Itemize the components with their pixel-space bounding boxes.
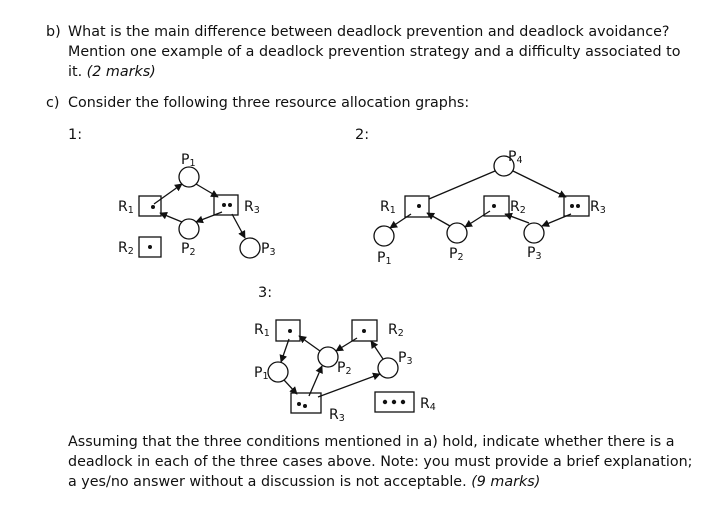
- graph3-r4-instance: [392, 400, 396, 404]
- graph2-r3-label: $R_3$: [590, 199, 606, 216]
- graph3-p2-node: [318, 347, 338, 367]
- graph2-p3-node: [524, 223, 544, 243]
- graph1-p2-label: $P_2$: [181, 241, 196, 258]
- graph3-r4-instance: [383, 400, 387, 404]
- graph3-edge-p1-r3: [284, 380, 297, 394]
- conclusion-line: Assuming that the three conditions mentioned in a) hold, indicate whether there is a: [68, 434, 675, 450]
- graph1-r1-node: [139, 196, 161, 216]
- graph2-r2-label: $R_2$: [510, 199, 526, 216]
- graph3-edge-r2-p2: [336, 338, 357, 351]
- graph1-edge-r3-p2: [196, 212, 222, 222]
- graph1-edge-r3-p3: [232, 214, 245, 238]
- graph3-p1-node: [268, 362, 288, 382]
- graph2-p3-label: $P_3$: [527, 245, 542, 262]
- graph2-edge-p4-r3: [513, 171, 566, 197]
- graph3-r4-instance: [401, 400, 405, 404]
- graph3-r1-node: [276, 320, 300, 341]
- graph3-r1-instance: [288, 329, 292, 333]
- conclusion-line-last: a yes/no answer without a discussion is not acceptable. (9 marks): [68, 474, 541, 490]
- graph1-r3-label: $R_3$: [244, 199, 260, 216]
- graph3-p2-label: $P_2$: [337, 360, 352, 377]
- question-c-intro: Consider the following three resource allocation graphs:: [68, 95, 470, 111]
- graph2-r3-instance: [576, 204, 580, 208]
- graph1-r3-instance: [222, 203, 226, 207]
- graph3-r1-label: $R_1$: [254, 322, 270, 339]
- graph2-edge-r1-p4: [429, 171, 495, 199]
- graph2-r1-instance: [417, 204, 421, 208]
- graph1-p1-label: $P_1$: [181, 152, 196, 169]
- graph2-edge-r3-p3: [542, 214, 571, 226]
- graph2-edge-r1-p1: [390, 214, 411, 228]
- graph2-edge-r2-p2: [465, 211, 490, 227]
- graph3-r2-label: $R_2$: [388, 322, 404, 339]
- graph2-p4-label: $P_4$: [508, 149, 523, 166]
- question-c-marks: (9 marks): [471, 474, 541, 490]
- graph3-edge-p2-r1: [299, 336, 320, 351]
- graph2-r2-instance: [492, 204, 496, 208]
- graph1-edge-p2-r1: [160, 213, 182, 222]
- question-c-conclusion: [68, 432, 718, 492]
- graph1-p3-label: $P_3$: [261, 241, 276, 258]
- graph3-edge-r1-p1: [281, 339, 289, 362]
- graph1-edge-r1-p1: [154, 184, 182, 204]
- graph-2-number: 2:: [355, 127, 370, 143]
- graph-3-number: 3:: [258, 285, 273, 301]
- graph1-r2-instance: [148, 245, 152, 249]
- graph3-edge-r3-p3: [318, 374, 380, 397]
- graph2-edge-p2-r1: [427, 213, 450, 226]
- graph2-r1-node: [405, 196, 429, 217]
- graph2-p1-node: [374, 226, 394, 246]
- graph-2: [374, 156, 589, 246]
- graph3-r4-label: $R_4$: [420, 396, 436, 413]
- question-b-line-last: it. (2 marks): [68, 64, 156, 80]
- graph2-p2-label: $P_2$: [449, 246, 464, 263]
- graph3-r2-instance: [362, 329, 366, 333]
- graph3-edge-p3-r2: [371, 341, 383, 359]
- graph1-r2-label: $R_2$: [118, 240, 134, 257]
- graph3-r3-instance: [303, 404, 307, 408]
- graph1-edge-p1-r3: [196, 184, 218, 197]
- graph-1: [139, 167, 260, 258]
- question-b-line: What is the main difference between deadlock prevention and deadlock avoidance?: [68, 24, 670, 40]
- graph2-r3-instance: [570, 204, 574, 208]
- graph1-r1-label: $R_1$: [118, 199, 134, 216]
- graph3-r3-instance: [297, 402, 301, 406]
- graph1-r1-instance: [151, 205, 155, 209]
- graph3-p1-label: $P_1$: [254, 365, 269, 382]
- graph3-r3-label: $R_3$: [329, 407, 345, 424]
- graph-1-number: 1:: [68, 127, 83, 143]
- graph2-p1-label: $P_1$: [377, 250, 392, 267]
- question-b-marks: (2 marks): [86, 64, 156, 80]
- question-b-line: Mention one example of a deadlock prevention strategy and a difficulty associated to: [68, 44, 681, 60]
- graph1-p3-node: [240, 238, 260, 258]
- graph3-p3-node: [378, 358, 398, 378]
- conclusion-line: deadlock in each of the three cases above. Note: you must provide a brief explanation;: [68, 454, 693, 470]
- graph2-r1-label: $R_1$: [380, 199, 396, 216]
- graph3-edge-r3-p2: [309, 366, 322, 396]
- graph3-r3-node: [291, 393, 321, 413]
- graph1-r3-instance: [228, 203, 232, 207]
- question-c-label: c): [46, 95, 60, 111]
- question-b-label: b): [46, 24, 61, 40]
- graph3-p3-label: $P_3$: [398, 350, 413, 367]
